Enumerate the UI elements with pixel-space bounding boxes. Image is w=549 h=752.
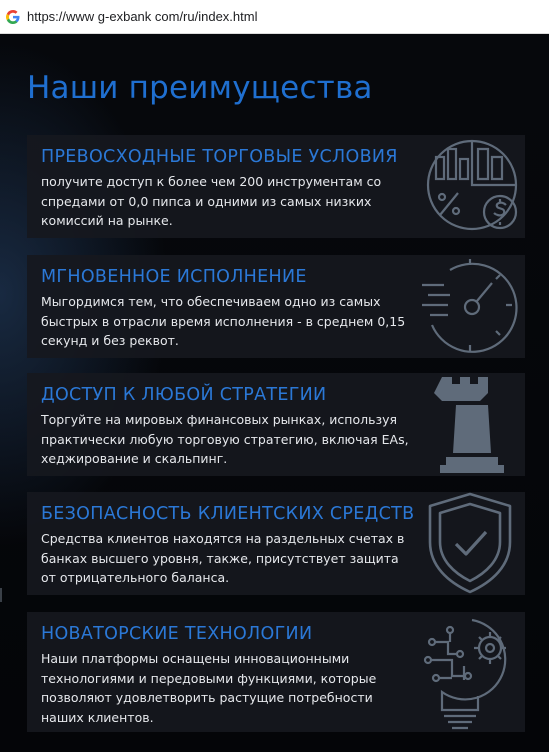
feature-title: МГНОВЕННОЕ ИСПОЛНЕНИЕ xyxy=(41,267,307,287)
url-text[interactable]: https://www g-exbank com/ru/index.html xyxy=(27,9,258,24)
feature-text: Мыгордимся тем, что обеспечиваем одно из самых быстрых в отрасли время исполнения - в среднем 0,15 секунд и без реквот. xyxy=(41,294,406,348)
google-g-icon xyxy=(5,9,21,25)
shield-check-icon xyxy=(420,492,525,595)
lightbulb-circuit-gear-icon xyxy=(420,612,525,732)
chart-percent-dollar-icon xyxy=(420,135,525,238)
feature-title: НОВАТОРСКИЕ ТЕХНОЛОГИИ xyxy=(41,624,313,644)
feature-card-innovative-tech xyxy=(27,612,525,732)
feature-card-any-strategy xyxy=(27,373,525,476)
speedometer-icon xyxy=(420,255,525,358)
address-bar[interactable] xyxy=(0,0,549,34)
feature-card-client-funds-security xyxy=(27,492,525,595)
feature-text: Торгуйте на мировых финансовых рынках, используя практически любую торговую стратегию, включая EAs, хеджирование и скальпинг. xyxy=(41,412,409,466)
advantages-page xyxy=(0,34,549,752)
chess-rook-icon xyxy=(420,373,525,476)
feature-title: ДОСТУП К ЛЮБОЙ СТРАТЕГИИ xyxy=(41,385,327,405)
feature-text: Наши платформы оснащены инновационными технологиями и передовыми функциями, которые позволяют удовлетворить растущие потребности наших клиентов. xyxy=(41,651,377,725)
feature-text: получите доступ к более чем 200 инструментам со спредами от 0,0 пипса и одними из самых низких комиссий на рынке. xyxy=(41,174,382,228)
feature-card-instant-execution xyxy=(27,255,525,358)
feature-title: ПРЕВОСХОДНЫЕ ТОРГОВЫЕ УСЛОВИЯ xyxy=(41,147,398,167)
section-title: Наши преимущества xyxy=(27,70,373,106)
feature-card-trading-conditions xyxy=(27,135,525,238)
feature-title: БЕЗОПАСНОСТЬ КЛИЕНТСКИХ СРЕДСТВ xyxy=(41,504,415,524)
scroll-edge-marker xyxy=(0,588,2,602)
feature-text: Средства клиентов находятся на раздельных счетах в банках высшего уровня, также, присутствует защита от отрицательного баланса. xyxy=(41,531,405,585)
